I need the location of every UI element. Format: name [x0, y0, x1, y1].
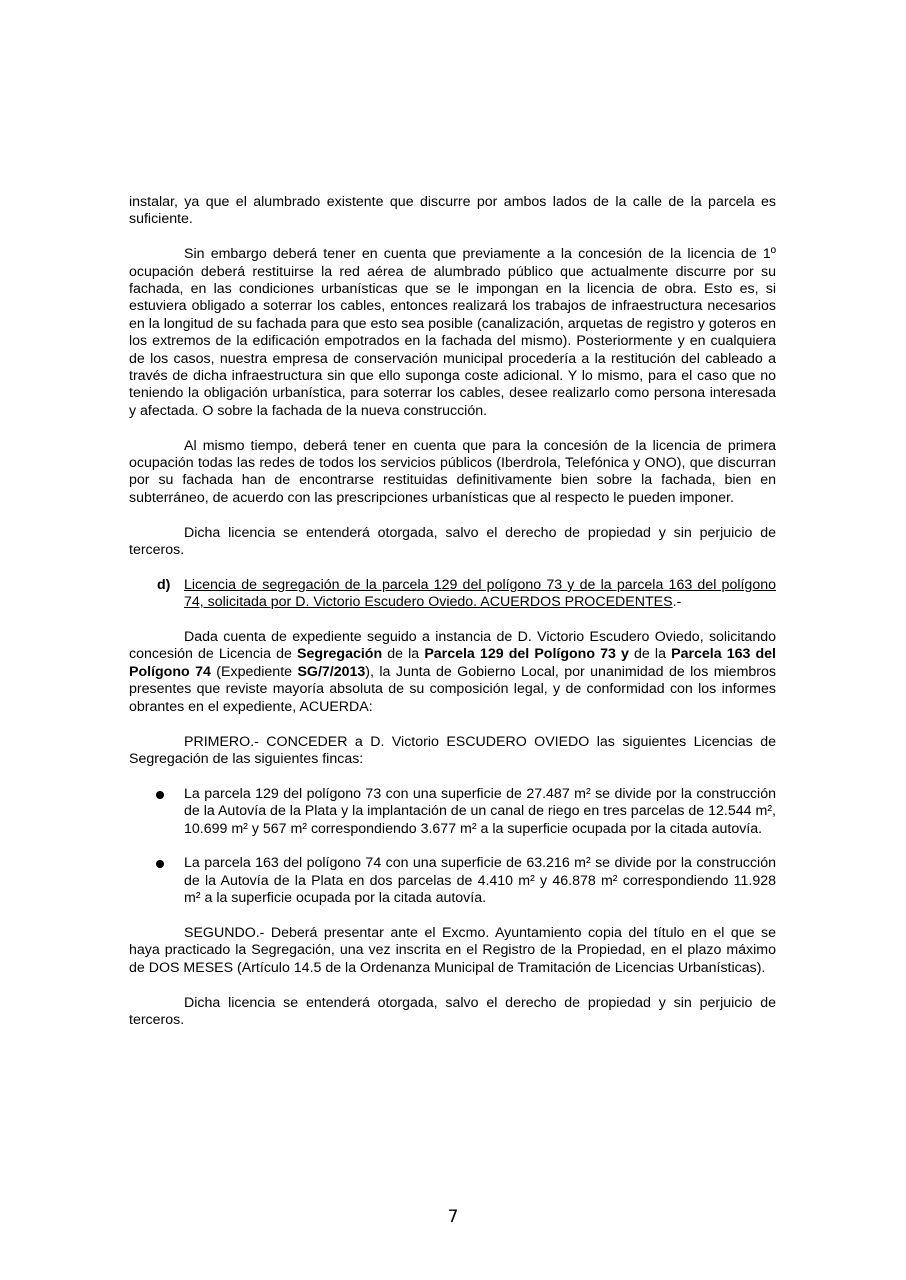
paragraph-dada-cuenta — [129, 629, 776, 716]
dada-text-2: de la — [382, 646, 425, 663]
bullet-icon — [156, 791, 164, 799]
section-d-title: Licencia de segregación de la parcela 129 del polígono 73 y de la parcela 163 del polígono 74, solicitada por D. Victorio Escudero Oviedo. ACUERDOS PROCEDENTES — [184, 576, 776, 611]
paragraph-redes-servicios: Al mismo tiempo, deberá tener en cuenta que para la concesión de la licencia de primera ocupación todas las redes de todos los servicios públicos (Iberdrola, Telefónica y ONO), que discurran por su fachada han de encontrarse restituidas definitivamente bien sobre la fachada, bien en subterráneo, de acuerdo con las prescripciones urbanísticas que al respecto le pueden imponer. — [129, 437, 776, 506]
paragraph-restitucion-red: Sin embargo deberá tener en cuenta que previamente a la concesión de la licencia de 1º ocupación deberá restituirse la red aérea de alumbrado público que actualmente discurre por su fachada, en las condiciones urbanísticas que se le impongan en la licencia de obra. Esto es, si estuviera obligado a soterrar los cables, entonces realizará los trabajos de infraestructura necesarios en la longitud de su fachada para que esto sea posible (canalización, arquetas de registro y goteros en los extremos de la edificación empotrados en la fachada del mismo). Posteriormente y en cualquiera de los casos, nuestra empresa de conservación municipal procedería a la restitución del cableado a través de dicha infraestructura sin que ello suponga coste adicional. Y lo mismo, para el caso que no teniendo la obligación urbanística, para soterrar los cables, desee realizarlo como persona interesada y afectada. O sobre la fachada de la nueva construcción. — [129, 246, 776, 419]
section-d — [129, 577, 776, 612]
dada-bold-parcela-163: Parcela 163 del Polígono 74 — [129, 646, 777, 680]
list-item — [129, 855, 776, 907]
paragraph-primero: PRIMERO.- CONCEDER a D. Victorio ESCUDERO OVIEDO las siguientes Licencias de Segregación de las siguientes fincas: — [129, 733, 776, 767]
dada-bold-expediente: SG/7/2013 — [297, 663, 366, 680]
bullet-icon — [156, 860, 164, 868]
dada-text-3: de la — [628, 646, 672, 663]
dada-text-4: (Expediente — [210, 663, 298, 680]
list-item-text: La parcela 129 del polígono 73 con una superficie de 27.487 m² se divide por la construcción de la Autovía de la Plata y la implantación de un canal de riego en tres parcelas de 12.544 m², 10.699 m² y 567 m² correspondiendo 3.677 m² a la superficie ocupada por la citada autovía. — [184, 785, 776, 837]
section-d-label: d) — [157, 576, 171, 593]
paragraph-alumbrado: instalar, ya que el alumbrado existente que discurre por ambos lados de la calle de la parcela es suficiente. — [129, 194, 776, 228]
list-item-text: La parcela 163 del polígono 74 con una superficie de 63.216 m² se divide por la construcción de la Autovía de la Plata en dos parcelas de 4.410 m² y 46.878 m² correspondiendo 11.928 m² a la superficie ocupada por la citada autovía. — [184, 855, 776, 907]
paragraph-licencia-otorgada: Dicha licencia se entenderá otorgada, salvo el derecho de propiedad y sin perjuicio de terceros. — [129, 524, 776, 559]
list-item — [129, 786, 776, 838]
dada-bold-parcela-129: Parcela 129 del Polígono 73 y — [424, 646, 629, 663]
dada-bold-segregacion: Segregación — [296, 646, 383, 663]
page-number: 7 — [447, 1207, 459, 1227]
paragraph-closing: Dicha licencia se entenderá otorgada, salvo el derecho de propiedad y sin perjuicio de terceros. — [129, 994, 776, 1028]
dada-text-1: Dada cuenta de expediente seguido a instancia de D. Victorio Escudero Oviedo, solicitando concesión de Licencia de — [129, 629, 776, 663]
dada-text-5: ), la Junta de Gobierno Local, por unanimidad de los miembros presentes que reviste mayoría absoluta de su composición legal, y de conformidad con los informes obrantes en el expediente, ACUERDA: — [129, 663, 776, 715]
section-d-suffix: .- — [672, 594, 682, 611]
paragraph-segundo: SEGUNDO.- Deberá presentar ante el Excmo. Ayuntamiento copia del título en el que se haya practicado la Segregación, una vez inscrita en el Registro de la Propiedad, en el plazo máximo de DOS MESES (Artículo 14.5 de la Ordenanza Municipal de Tramitación de Licencias Urbanísticas). — [129, 924, 776, 976]
document-body — [129, 194, 776, 1047]
